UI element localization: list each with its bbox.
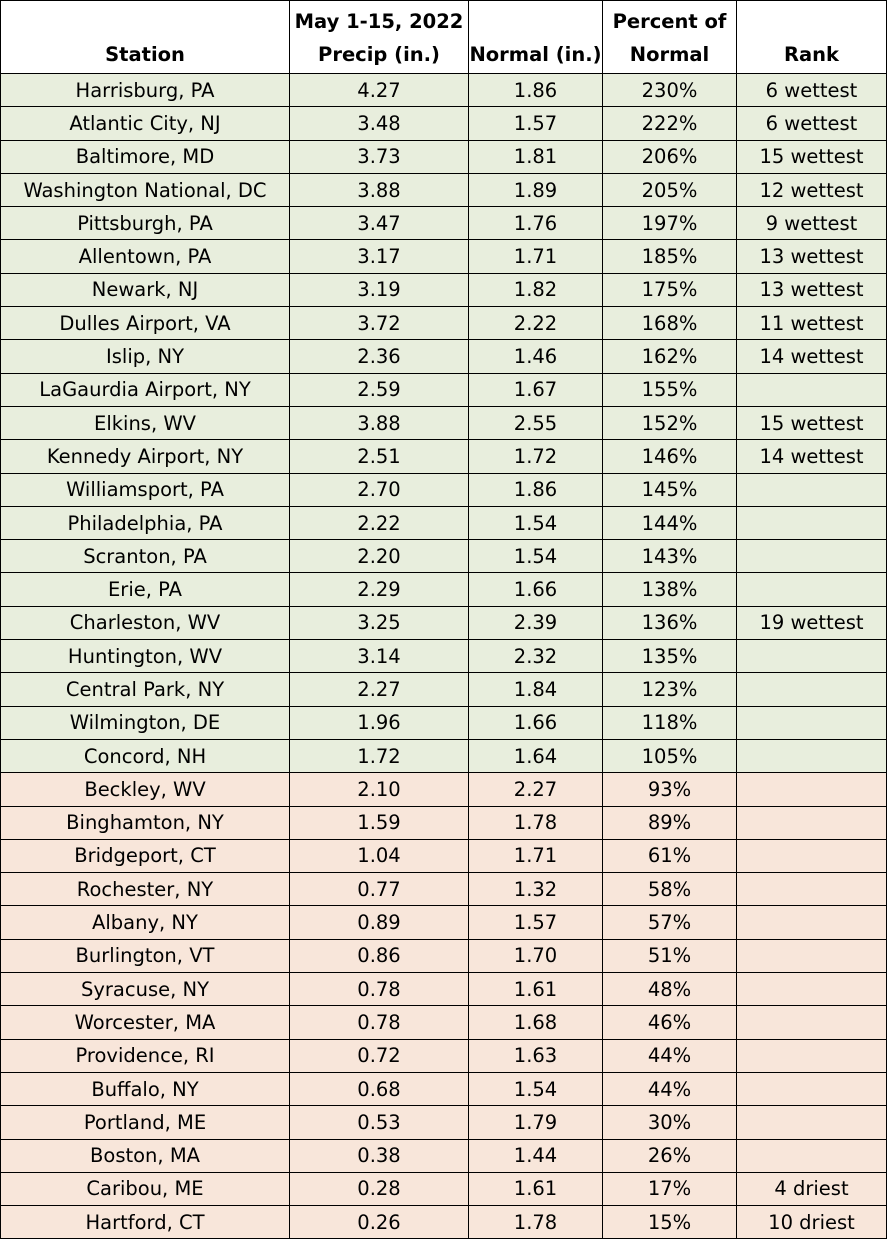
cell-percent: 44%	[603, 1039, 737, 1072]
table-body	[1, 74, 887, 1239]
header-station: Station	[1, 1, 290, 74]
cell-station: Providence, RI	[1, 1039, 290, 1072]
cell-station: Syracuse, NY	[1, 973, 290, 1006]
cell-normal: 1.78	[469, 806, 603, 839]
cell-rank: 19 wettest	[737, 606, 887, 639]
cell-rank	[737, 673, 887, 706]
cell-percent: 155%	[603, 373, 737, 406]
cell-precip: 3.47	[290, 207, 469, 240]
cell-station: Scranton, PA	[1, 540, 290, 573]
cell-percent: 48%	[603, 973, 737, 1006]
cell-station: Worcester, MA	[1, 1006, 290, 1039]
cell-station: Elkins, WV	[1, 406, 290, 439]
table-row	[1, 440, 887, 473]
cell-station: Washington National, DC	[1, 173, 290, 206]
cell-percent: 168%	[603, 307, 737, 340]
cell-percent: 118%	[603, 706, 737, 739]
cell-percent: 15%	[603, 1206, 737, 1239]
cell-station: Newark, NJ	[1, 273, 290, 306]
cell-normal: 1.70	[469, 939, 603, 972]
cell-station: Charleston, WV	[1, 606, 290, 639]
cell-normal: 1.86	[469, 473, 603, 506]
cell-precip: 0.68	[290, 1072, 469, 1105]
cell-station: Pittsburgh, PA	[1, 207, 290, 240]
cell-percent: 61%	[603, 839, 737, 872]
cell-precip: 0.72	[290, 1039, 469, 1072]
table-row	[1, 839, 887, 872]
table-row	[1, 1139, 887, 1172]
cell-percent: 17%	[603, 1172, 737, 1205]
cell-rank: 13 wettest	[737, 240, 887, 273]
cell-precip: 2.51	[290, 440, 469, 473]
cell-percent: 57%	[603, 906, 737, 939]
cell-rank	[737, 939, 887, 972]
table-row	[1, 107, 887, 140]
header-percent: Percent of Normal	[603, 1, 737, 74]
cell-percent: 44%	[603, 1072, 737, 1105]
cell-percent: 185%	[603, 240, 737, 273]
cell-precip: 2.36	[290, 340, 469, 373]
cell-normal: 1.44	[469, 1139, 603, 1172]
cell-rank: 6 wettest	[737, 74, 887, 107]
cell-precip: 3.73	[290, 140, 469, 173]
cell-normal: 1.54	[469, 540, 603, 573]
table-row	[1, 1206, 887, 1239]
cell-rank	[737, 1039, 887, 1072]
cell-station: Concord, NH	[1, 739, 290, 772]
cell-normal: 2.22	[469, 307, 603, 340]
cell-precip: 3.17	[290, 240, 469, 273]
cell-percent: 206%	[603, 140, 737, 173]
table-row	[1, 806, 887, 839]
cell-rank	[737, 373, 887, 406]
header-normal: Normal (in.)	[469, 1, 603, 74]
cell-rank	[737, 1072, 887, 1105]
cell-rank	[737, 1139, 887, 1172]
cell-normal: 1.89	[469, 173, 603, 206]
cell-normal: 1.54	[469, 1072, 603, 1105]
table-row	[1, 640, 887, 673]
cell-rank	[737, 839, 887, 872]
cell-station: Dulles Airport, VA	[1, 307, 290, 340]
cell-precip: 3.72	[290, 307, 469, 340]
cell-station: Wilmington, DE	[1, 706, 290, 739]
cell-normal: 1.61	[469, 1172, 603, 1205]
cell-percent: 46%	[603, 1006, 737, 1039]
cell-rank	[737, 1006, 887, 1039]
cell-precip: 0.38	[290, 1139, 469, 1172]
table-row	[1, 1072, 887, 1105]
cell-station: Islip, NY	[1, 340, 290, 373]
cell-rank: 14 wettest	[737, 440, 887, 473]
cell-precip: 0.26	[290, 1206, 469, 1239]
cell-normal: 1.64	[469, 739, 603, 772]
cell-normal: 1.86	[469, 74, 603, 107]
cell-normal: 1.67	[469, 373, 603, 406]
cell-station: Hartford, CT	[1, 1206, 290, 1239]
cell-station: Bridgeport, CT	[1, 839, 290, 872]
table-row	[1, 406, 887, 439]
table-row	[1, 340, 887, 373]
cell-normal: 1.57	[469, 107, 603, 140]
table-row	[1, 373, 887, 406]
cell-percent: 93%	[603, 773, 737, 806]
cell-station: Allentown, PA	[1, 240, 290, 273]
cell-precip: 3.88	[290, 406, 469, 439]
cell-rank	[737, 540, 887, 573]
cell-station: Harrisburg, PA	[1, 74, 290, 107]
cell-normal: 1.61	[469, 973, 603, 1006]
cell-normal: 1.66	[469, 706, 603, 739]
table-row	[1, 140, 887, 173]
cell-percent: 152%	[603, 406, 737, 439]
cell-normal: 1.71	[469, 240, 603, 273]
cell-normal: 1.84	[469, 673, 603, 706]
cell-station: Boston, MA	[1, 1139, 290, 1172]
cell-station: Kennedy Airport, NY	[1, 440, 290, 473]
cell-percent: 175%	[603, 273, 737, 306]
cell-precip: 2.59	[290, 373, 469, 406]
cell-station: Binghamton, NY	[1, 806, 290, 839]
cell-percent: 146%	[603, 440, 737, 473]
cell-precip: 0.28	[290, 1172, 469, 1205]
cell-precip: 3.25	[290, 606, 469, 639]
table-row	[1, 506, 887, 539]
cell-precip: 0.78	[290, 973, 469, 1006]
cell-rank	[737, 739, 887, 772]
table-row	[1, 1039, 887, 1072]
cell-rank	[737, 1106, 887, 1139]
cell-station: Atlantic City, NJ	[1, 107, 290, 140]
cell-rank: 12 wettest	[737, 173, 887, 206]
cell-precip: 0.53	[290, 1106, 469, 1139]
table-row	[1, 473, 887, 506]
cell-percent: 89%	[603, 806, 737, 839]
cell-percent: 197%	[603, 207, 737, 240]
cell-rank	[737, 973, 887, 1006]
table-row	[1, 906, 887, 939]
cell-rank: 13 wettest	[737, 273, 887, 306]
cell-station: Baltimore, MD	[1, 140, 290, 173]
cell-percent: 105%	[603, 739, 737, 772]
cell-normal: 1.71	[469, 839, 603, 872]
table-row	[1, 673, 887, 706]
table-row	[1, 207, 887, 240]
cell-normal: 2.27	[469, 773, 603, 806]
header-row	[1, 1, 887, 74]
cell-station: Williamsport, PA	[1, 473, 290, 506]
cell-normal: 1.76	[469, 207, 603, 240]
cell-normal: 2.39	[469, 606, 603, 639]
cell-normal: 2.55	[469, 406, 603, 439]
cell-precip: 1.59	[290, 806, 469, 839]
cell-precip: 4.27	[290, 74, 469, 107]
cell-precip: 2.10	[290, 773, 469, 806]
cell-precip: 0.89	[290, 906, 469, 939]
cell-station: Beckley, WV	[1, 773, 290, 806]
header-rank: Rank	[737, 1, 887, 74]
header-precip: May 1-15, 2022 Precip (in.)	[290, 1, 469, 74]
cell-rank	[737, 873, 887, 906]
cell-rank: 15 wettest	[737, 406, 887, 439]
cell-percent: 135%	[603, 640, 737, 673]
cell-precip: 3.19	[290, 273, 469, 306]
cell-rank: 10 driest	[737, 1206, 887, 1239]
cell-rank	[737, 473, 887, 506]
cell-normal: 1.32	[469, 873, 603, 906]
table-row	[1, 240, 887, 273]
cell-normal: 1.78	[469, 1206, 603, 1239]
cell-station: Huntington, WV	[1, 640, 290, 673]
table-row	[1, 540, 887, 573]
table-row	[1, 773, 887, 806]
cell-precip: 3.48	[290, 107, 469, 140]
cell-precip: 2.22	[290, 506, 469, 539]
table-row	[1, 739, 887, 772]
table-row	[1, 873, 887, 906]
cell-precip: 1.04	[290, 839, 469, 872]
cell-normal: 1.46	[469, 340, 603, 373]
cell-station: Caribou, ME	[1, 1172, 290, 1205]
cell-precip: 2.70	[290, 473, 469, 506]
cell-normal: 1.72	[469, 440, 603, 473]
cell-station: Erie, PA	[1, 573, 290, 606]
cell-normal: 2.32	[469, 640, 603, 673]
cell-precip: 3.88	[290, 173, 469, 206]
cell-percent: 58%	[603, 873, 737, 906]
table-row	[1, 573, 887, 606]
cell-precip: 2.29	[290, 573, 469, 606]
cell-precip: 0.77	[290, 873, 469, 906]
cell-percent: 145%	[603, 473, 737, 506]
cell-precip: 3.14	[290, 640, 469, 673]
cell-percent: 222%	[603, 107, 737, 140]
cell-station: Central Park, NY	[1, 673, 290, 706]
cell-normal: 1.66	[469, 573, 603, 606]
cell-rank	[737, 773, 887, 806]
table-row	[1, 606, 887, 639]
cell-normal: 1.81	[469, 140, 603, 173]
table-row	[1, 939, 887, 972]
cell-rank	[737, 806, 887, 839]
cell-rank	[737, 706, 887, 739]
table-row	[1, 307, 887, 340]
cell-rank	[737, 573, 887, 606]
table-row	[1, 273, 887, 306]
table-row	[1, 1106, 887, 1139]
cell-percent: 230%	[603, 74, 737, 107]
cell-rank: 6 wettest	[737, 107, 887, 140]
cell-station: Philadelphia, PA	[1, 506, 290, 539]
cell-rank: 11 wettest	[737, 307, 887, 340]
cell-percent: 136%	[603, 606, 737, 639]
cell-normal: 1.57	[469, 906, 603, 939]
cell-percent: 123%	[603, 673, 737, 706]
cell-percent: 26%	[603, 1139, 737, 1172]
cell-normal: 1.54	[469, 506, 603, 539]
table-row	[1, 706, 887, 739]
cell-precip: 0.86	[290, 939, 469, 972]
cell-station: LaGaurdia Airport, NY	[1, 373, 290, 406]
cell-precip: 0.78	[290, 1006, 469, 1039]
table-row	[1, 1172, 887, 1205]
cell-normal: 1.68	[469, 1006, 603, 1039]
cell-station: Burlington, VT	[1, 939, 290, 972]
cell-normal: 1.82	[469, 273, 603, 306]
cell-rank	[737, 640, 887, 673]
cell-station: Rochester, NY	[1, 873, 290, 906]
cell-precip: 1.72	[290, 739, 469, 772]
table-row	[1, 1006, 887, 1039]
cell-percent: 205%	[603, 173, 737, 206]
cell-normal: 1.63	[469, 1039, 603, 1072]
cell-rank: 9 wettest	[737, 207, 887, 240]
table-row	[1, 173, 887, 206]
cell-percent: 30%	[603, 1106, 737, 1139]
cell-rank	[737, 506, 887, 539]
cell-percent: 144%	[603, 506, 737, 539]
cell-rank: 14 wettest	[737, 340, 887, 373]
cell-rank: 15 wettest	[737, 140, 887, 173]
cell-percent: 162%	[603, 340, 737, 373]
cell-station: Buffalo, NY	[1, 1072, 290, 1105]
cell-precip: 2.20	[290, 540, 469, 573]
cell-percent: 143%	[603, 540, 737, 573]
cell-station: Portland, ME	[1, 1106, 290, 1139]
table-row	[1, 973, 887, 1006]
cell-percent: 138%	[603, 573, 737, 606]
cell-station: Albany, NY	[1, 906, 290, 939]
cell-precip: 2.27	[290, 673, 469, 706]
cell-rank	[737, 906, 887, 939]
table-row	[1, 74, 887, 107]
cell-percent: 51%	[603, 939, 737, 972]
cell-rank: 4 driest	[737, 1172, 887, 1205]
cell-precip: 1.96	[290, 706, 469, 739]
cell-normal: 1.79	[469, 1106, 603, 1139]
